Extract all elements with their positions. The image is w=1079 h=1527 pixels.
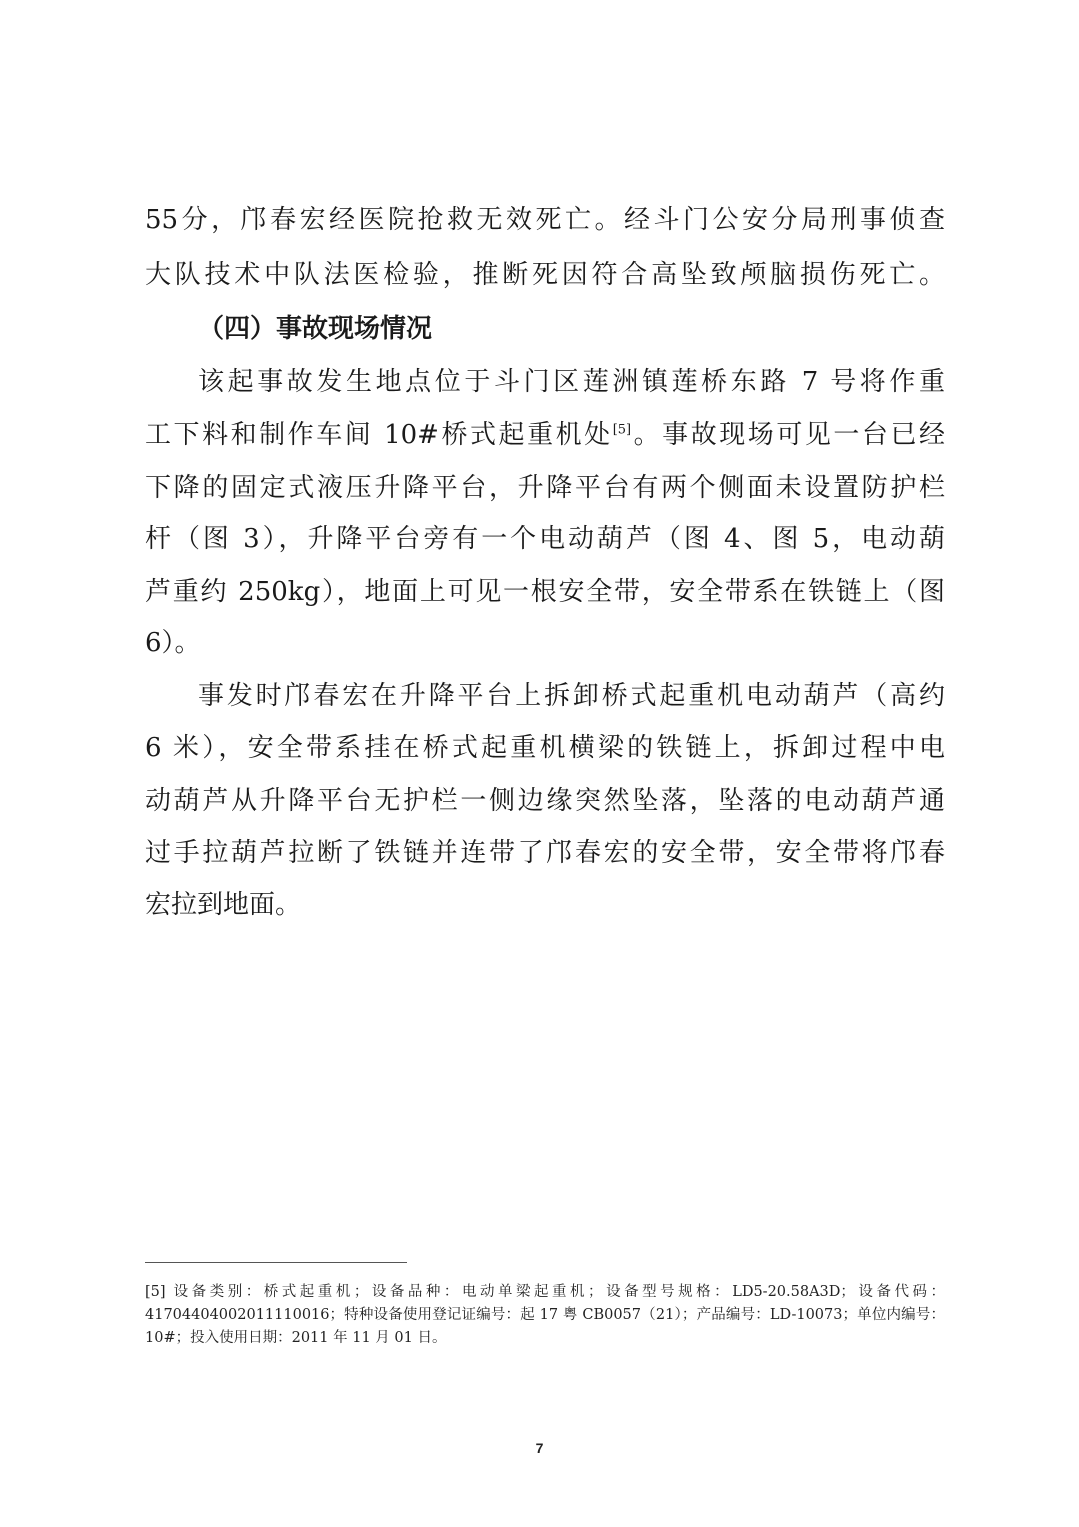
footnote-line-1: [5] 设备类别：桥式起重机；设备品种：电动单梁起重机；设备型号规格：LD5-20.58A3D；设备代码： [145,1284,945,1300]
para2-line-6: 6）。 [145,628,201,658]
page-number: 7 [535,1440,544,1456]
para3-line-5: 宏拉到地面。 [145,890,302,920]
para3-line-4: 过手拉葫芦拉断了铁链并连带了邝春宏的安全带，安全带将邝春 [145,838,945,868]
para2-line-2 [145,420,945,450]
para3-line-2: 6 米），安全带系挂在桥式起重机横梁的铁链上，拆卸过程中电 [145,733,945,763]
para2-line-2-text: 工下料和制作车间 10#桥式起重机处 [145,420,613,450]
para1-line-1: 55分，邝春宏经医院抢救无效死亡。经斗门公安分局刑事侦查 [145,205,945,235]
footnote-line-3: 10#；投入使用日期：2011 年 11 月 01 日。 [145,1330,447,1346]
para2-line-2-rest: 。事故现场可见一台已经 [631,420,945,450]
section-heading: （四）事故现场情况 [198,314,433,344]
para2-line-5: 芦重约 250kg），地面上可见一根安全带，安全带系在铁链上（图 [145,577,945,607]
footnote-line-2: 41704404002011110016；特种设备使用登记证编号：起 17 粤 CB0057（21）；产品编号：LD-10073；单位内编号： [145,1307,945,1323]
footnote-ref: [5] [612,422,632,438]
para3-line-3: 动葫芦从升降平台无护栏一侧边缘突然坠落，坠落的电动葫芦通 [145,786,945,816]
para2-line-1: 该起事故发生地点位于斗门区莲洲镇莲桥东路 7 号将作重 [198,367,945,397]
para2-line-4: 杆（图 3），升降平台旁有一个电动葫芦（图 4、图 5，电动葫 [145,524,945,554]
para1-line-2: 大队技术中队法医检验，推断死因符合高坠致颅脑损伤死亡。 [145,260,945,290]
footnote-separator [145,1262,407,1263]
para2-line-3: 下降的固定式液压升降平台，升降平台有两个侧面未设置防护栏 [145,473,945,503]
para3-line-1: 事发时邝春宏在升降平台上拆卸桥式起重机电动葫芦（高约 [198,681,945,711]
